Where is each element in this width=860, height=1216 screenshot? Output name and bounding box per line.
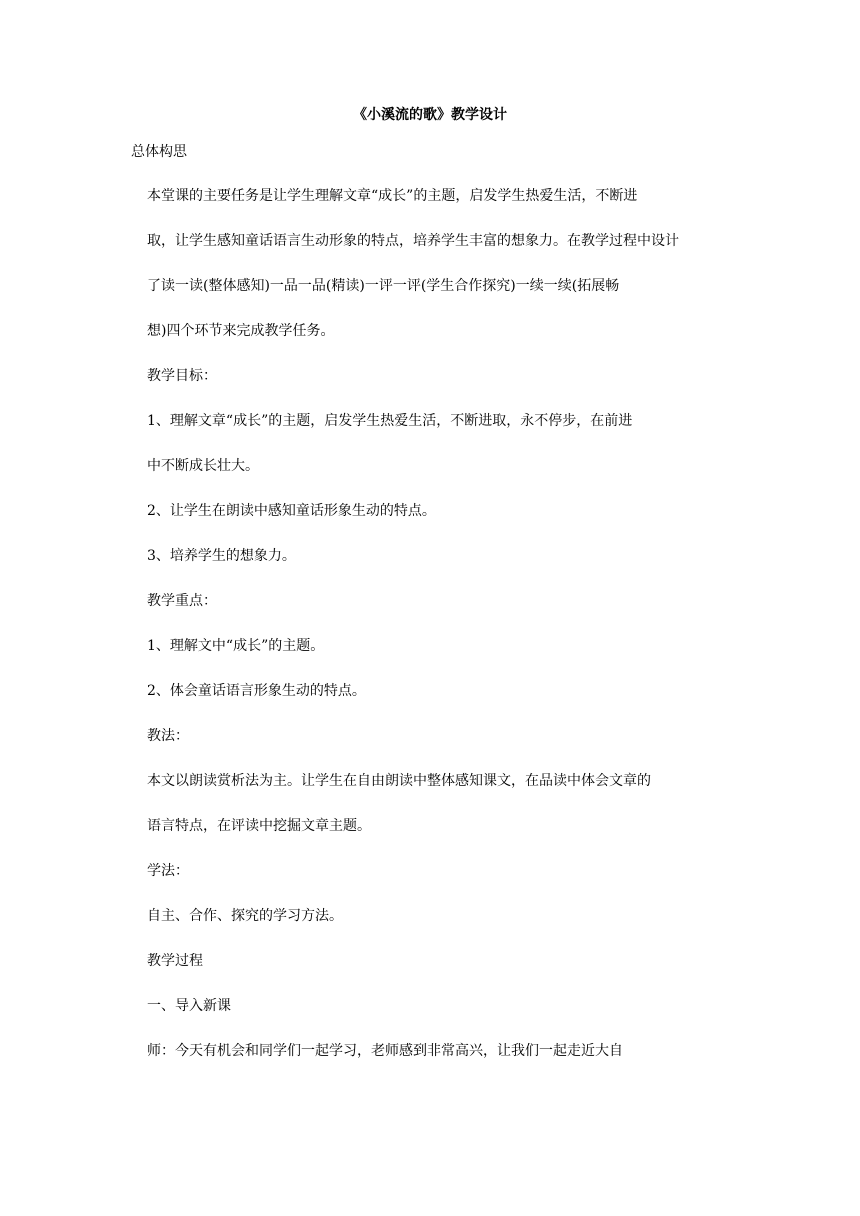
document-title: 《小溪流的歌》教学设计: [353, 107, 507, 123]
section-heading-learning-method: 学法：: [147, 863, 189, 879]
paragraph-line: 本文以朗读赏析法为主。让学生在自由朗读中整体感知课文，在品读中体会文章的: [147, 773, 651, 789]
subsection-heading: 一、导入新课: [147, 998, 231, 1014]
list-item: 3、培养学生的想象力。: [147, 548, 296, 564]
paragraph-line: 取，让学生感知童话语言生动形象的特点，培养学生丰富的想象力。在教学过程中设计: [147, 233, 679, 249]
paragraph-line: 语言特点，在评读中挖掘文章主题。: [147, 818, 371, 834]
section-heading-overall-concept: 总体构思: [131, 144, 187, 160]
list-item: 1、理解文章“成长”的主题，启发学生热爱生活，不断进取，永不停步，在前进: [147, 413, 633, 429]
paragraph-line: 自主、合作、探究的学习方法。: [147, 908, 343, 924]
section-heading-teaching-method: 教法：: [147, 728, 189, 744]
list-item-continuation: 中不断成长壮大。: [147, 458, 259, 474]
paragraph-line: 本堂课的主要任务是让学生理解文章“成长”的主题，启发学生热爱生活，不断进: [147, 188, 638, 204]
list-item: 2、让学生在朗读中感知童话形象生动的特点。: [147, 503, 436, 519]
section-heading-teaching-goals: 教学目标：: [147, 368, 217, 384]
list-item: 1、理解文中“成长”的主题。: [147, 638, 325, 654]
section-heading-teaching-focus: 教学重点：: [147, 593, 217, 609]
section-heading-teaching-process: 教学过程: [147, 953, 203, 969]
paragraph-line: 了读一读(整体感知)一品一品(精读)一评一评(学生合作探究)一续一续(拓展畅: [147, 278, 620, 294]
list-item: 2、体会童话语言形象生动的特点。: [147, 683, 366, 699]
paragraph-line: 师：今天有机会和同学们一起学习，老师感到非常高兴，让我们一起走近大自: [147, 1043, 623, 1059]
paragraph-line: 想)四个环节来完成教学任务。: [147, 323, 335, 339]
